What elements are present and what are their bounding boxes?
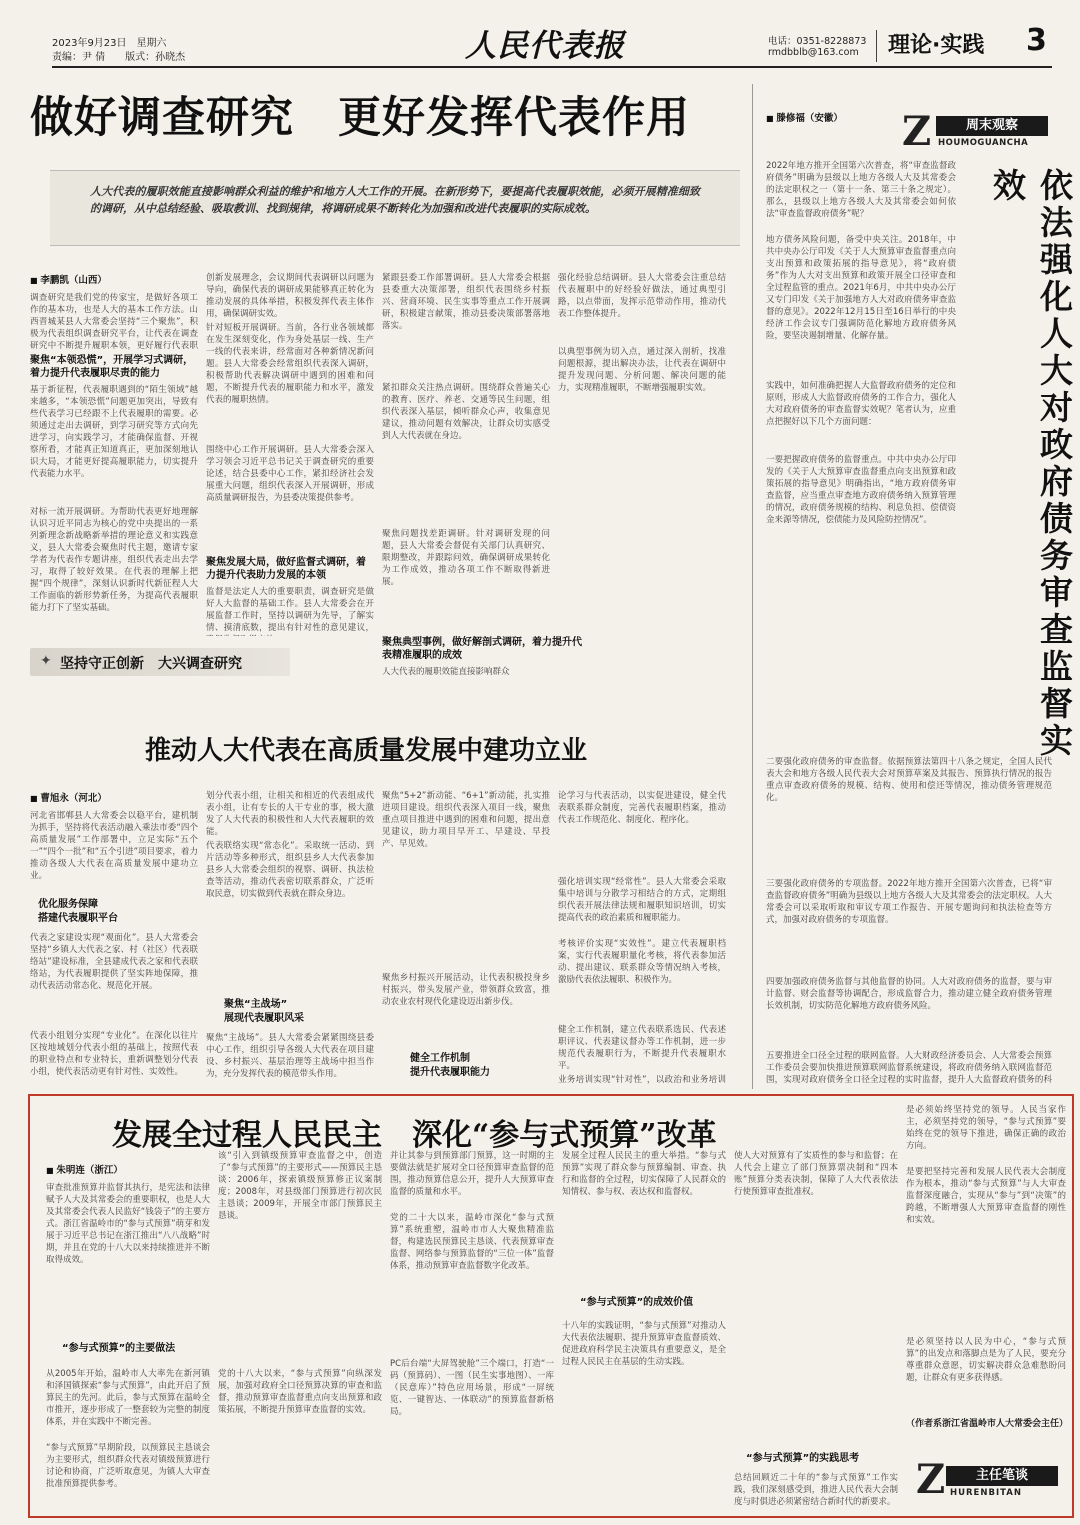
- sidebar-author: ■ 滕修福（安徽）: [766, 110, 843, 124]
- badge-cn: 主任笔谈: [946, 1466, 1058, 1486]
- article2-para: 代表联络实现“常态化”。采取统一活动、到片活动等多种形式，组织县乡人大代表参加县乡人大常委会组织的视察、调研、执法检查等活动，推动代表密切联系群众，广泛听取民意，切实做到代表就在群众身边。: [206, 841, 374, 899]
- article3-para: 使人大对预算有了实质性的参与和监督；在人代会上建立了部门预算票决制和“四本账”预算分类表决制，保障了人大代表依法行使预算审查批准权。: [734, 1151, 898, 1197]
- badge-z-letter: Z: [916, 1456, 946, 1503]
- article3-para: 是必须坚持以人民为中心，“参与式预算”的出发点和落脚点是为了人民，要充分尊重群众意愿，切实解决群众急难愁盼问题，让群众有更多获得感。: [906, 1337, 1066, 1383]
- page-number: 3: [1026, 23, 1047, 58]
- contact-email: rmdbblb@163.com: [768, 47, 859, 58]
- article1-para: 紧跟县委工作部署调研。县人大常委会根据县委重大决策部署，组织代表围绕乡村振兴、营商环境、民生实事等重点工作开展调研，积极建言献策，推动县委决策部署落地落实。: [382, 273, 550, 331]
- contact-phone: 电话：0351-8228873: [768, 36, 867, 47]
- article3-title: 发展全过程人民民主 深化“参与式预算”改革: [112, 1118, 717, 1153]
- sidebar-para: 2022年地方推开全国第六次普查，将“审查监督政府债务”明确为县级以上地方各级人大及其常委会的法定职权之一（第十一条、第三十条之规定）。那么，县级以上地方各级人大及其常委会如何依法“审查监督政府债务”呢？: [766, 161, 956, 219]
- editor-credits: 责编：尹 倩 版式：孙晓杰: [52, 52, 186, 63]
- badge-en: HURENBITAN: [950, 1488, 1022, 1498]
- article3-subhead: “参与式预算”的成效价值: [580, 1297, 694, 1308]
- article1-para: 创新发展理念，会议期间代表调研以问题为导向，确保代表的调研成果能够真正转化为推动发展的具体举措，积极发挥代表主体作用，确保调研实效。: [206, 273, 374, 319]
- article3-para: 发展全过程人民民主的重大举措。“参与式预算”实现了群众参与预算编制、审查、执行和监督的全过程，切实保障了人民群众的知情权、参与权、表达权和监督权。: [562, 1151, 726, 1197]
- article3-credit: （作者系浙江省温岭市人大常委会主任）: [906, 1419, 1069, 1429]
- article2-para: 代表小组划分实现“专业化”。在深化以往片区按地域划分代表小组的基础上，按照代表的职业特点和专业特长，重新调整划分代表小组，使代表活动更有针对性、实效性。: [30, 1031, 198, 1077]
- article2-subhead: 优化服务保障: [38, 899, 98, 910]
- article3-subhead: “参与式预算”的主要做法: [62, 1343, 176, 1354]
- sidebar-para: 二要强化政府债务的审查监督。依据预算法第四十八条之规定，全国人民代表大会和地方各级人民代表大会对预算草案及其报告、预算执行情况的报告重点审查政府债务的规模、结构、使用和偿还等情况，推动债务管理规范化。: [766, 757, 1052, 803]
- article1-lead: 人大代表的履职效能直接影响群众利益的维护和地方人大工作的开展。在新形势下，要提高代表履职效能，必须开展精准细致的调研，从中总结经验、吸取教训、找到规律，将调研成果不断转化为加强和改进代表履职的实际成效。: [90, 185, 700, 215]
- theme-banner: [30, 648, 290, 676]
- sidebar-para: 四要加强政府债务监督与其他监督的协同。人大对政府债务的监督，要与审计监督、财会监督等协调配合，形成监督合力，推动建立健全政府债务管理长效机制，切实防范化解地方政府债务风险。: [766, 977, 1052, 1011]
- article2-para: 业务培训实现“针对性”，以政治和业务培训: [558, 1075, 726, 1085]
- article1-author: ■ 李鹏凯（山西）: [30, 272, 107, 286]
- article2-subhead: 提升代表履职能力: [410, 1067, 490, 1078]
- article1-para: 聚焦问题找差距调研。针对调研发现的问题，县人大常委会督促有关部门认真研究、限期整改，并跟踪问效，确保调研成果转化为工作成效，推动各项工作不断取得新进展。: [382, 529, 550, 587]
- badge-cn: 周末观察: [936, 116, 1048, 136]
- sidebar-para: 一要把握政府债务的监督重点。中共中央办公厅印发的《关于人大预算审查监督重点向支出预算和政策拓展的指导意见》明确指出，“地方政府债务审查监督，应当重点审查地方政府债务纳入预算管理的情况，政府债务规模的结构、利息负担、偿债资金来源等情况，偿债能力及风险防控情况”。: [766, 455, 956, 525]
- article1-para: 针对短板开展调研。当前，各行业各领域都在发生深刻变化，作为身处基层一线、生产一线的代表来讲，经常面对各种新情况新问题。县人大常委会经常组织代表深入调研，积极帮助代表解决调研中遇到的困难和问题，不断提升代表的履职能力和水平，激发代表的履职热情。: [206, 323, 374, 405]
- article1-para: 强化经验总结调研。县人大常委会注重总结代表履职中的好经验好做法，通过典型引路，以点带面，发挥示范带动作用，推动代表工作整体提升。: [558, 273, 726, 319]
- article3-para: PC后台端“大屏驾驶舱”三个端口，打造“一码（预算码）、一图（民生实事地图）、一库（民意库）”特色应用场景，形成“一屏统览、一键智达、一体联动”的预算监督新格局。: [390, 1359, 554, 1417]
- article2-para: 聚焦“5+2”新动能、“6+1”新动能，扎实推进项目建设。组织代表深入项目一线，聚焦重点项目推进中遇到的困难和问题，提出意见建议，助力项目早开工、早建设、早投产、早见效。: [382, 791, 550, 849]
- article2-subhead: 展现代表履职风采: [224, 1013, 304, 1024]
- banner-star-icon: ✦: [40, 653, 52, 669]
- article2-subhead: 健全工作机制: [410, 1053, 470, 1064]
- article1-para: 对标一流开展调研。为帮助代表更好地理解认识习近平同志为核心的党中央提出的一系列新理念新战略新举措的理论意义和实践意义，县人大常委会聚焦时代主题，邀请专家学者为代表作专题讲座，组织代表走出去学习，取得了较好效果。在代表的理解上把握“四个规律”，深刻认识新时代新征程人大工作面临的新形势新任务，为提高代表履职能力打下了坚实基础。: [30, 507, 198, 613]
- sidebar-para: 三要强化政府债务的专项监督。2022年地方推开全国第六次普查，已将“审查监督政府债务”明确为县级以上地方各级人大及其常委会的法定职权。人大常委会可以采取听取和审议专项工作报告、开展专题询问和执法检查等方式，加强对政府债务的专项监督。: [766, 879, 1052, 925]
- article2-para: 论学习与代表活动，以实促进建设，健全代表联系群众制度，完善代表履职档案，推动代表工作规范化、制度化、程序化。: [558, 791, 726, 825]
- article2-para: 代表之家建设实现“观面化”。县人大常委会坚持“乡镇人大代表之家、村（社区）代表联络站”建设标准，全县建成代表之家和代表联络站，为代表履职提供了坚实阵地保障，推动代表活动常态化、规范化开展。: [30, 933, 198, 991]
- article2-para: 划分代表小组，让相关和相近的代表组成代表小组，让有专长的人干专业的事，极大激发了人大代表的积极性和人大代表履职的效能。: [206, 791, 374, 837]
- article1-subhead: 聚焦典型事例，做好解剖式调研，着力提升代表精准履职的成效: [382, 637, 582, 661]
- article1-para: 以典型事例为切入点，通过深入剖析，找准问题根源，提出解决办法，让代表在调研中提升发现问题、分析问题、解决问题的能力，实现精准履职，不断增强履职实效。: [558, 347, 726, 393]
- article1-lead-box: [50, 170, 740, 246]
- sidebar-para: 五要推进全口径全过程的联网监督。人大财政经济委员会、人大常委会预算工作委员会要加快推进预算联网监督系统建设，将政府债务纳入联网监督范围，实现对政府债务全口径全过程的实时监督，提升人大监督政府债务的科: [766, 1051, 1052, 1085]
- article3-para: 从2005年开始，温岭市人大率先在新河镇和泽国镇探索“参与式预算”，由此开启了预算民主的先河。此后，参与式预算在温岭全市推开，逐步形成了一整套较为完整的制度体系，并在实践中不断完善。: [46, 1369, 210, 1427]
- banner-text: 坚持守正创新 大兴调查研究: [60, 656, 242, 672]
- article3-para: 是必须始终坚持党的领导。人民当家作主，必须坚持党的领导，“参与式预算”要始终在党的领导下推进，确保正确的政治方向。: [906, 1105, 1066, 1151]
- header-separator-v: [876, 30, 877, 62]
- column-divider: [752, 84, 753, 1089]
- article3-para: “参与式预算”早期阶段，以预算民主恳谈会为主要形式，组织群众代表对镇级预算进行讨论和协商，广泛听取意见，为镇人大审查批准预算提供参考。: [46, 1443, 210, 1489]
- article2-para: 聚焦“主战场”。县人大常委会紧紧围绕县委中心工作，组织引导各级人大代表在项目建设、乡村振兴、基层治理等主战场中担当作为，充分发挥代表的模范带头作用。: [206, 1033, 374, 1079]
- article2-para: 聚焦乡村振兴开展活动，让代表积极投身乡村振兴，带头发展产业，带领群众致富，推动农业农村现代化建设迈出新步伐。: [382, 973, 550, 1007]
- article1-subhead: 聚焦发展大局，做好监督式调研，着力提升代表助力发展的本领: [206, 557, 366, 581]
- header-rule: [52, 66, 1052, 68]
- article2-author: ■ 曹旭永（河北）: [30, 790, 107, 804]
- article1-para: 监督是法定人大的重要职责，调查研究是做好人大监督的基础工作。县人大常委会在开展监督工作时，坚持以调研为先导，了解实情、摸清底数，提出有针对性的意见建议，: [206, 587, 374, 633]
- article1-para: 基于新征程，代表履职遇到的“陌生领域”越来越多，“本领恐慌”问题更加突出，导致有些代表学习已经跟不上代表履职的需要。必须通过走出去调研，到学习研究等方式向先进学习，向实践学习，才能确保监督、开视察所看，才能真正知道真正，更加深刻地认识大局，才能更好提高履职能力，切实提升代表能力水平。: [30, 385, 198, 479]
- article2-title: 推动人大代表在高质量发展中建功立业: [145, 736, 588, 766]
- issue-date: 2023年9月23日 星期六: [52, 38, 167, 49]
- article1-subhead: 聚焦“本领恐慌”，开展学习式调研，着力提升代表履职尽责的能力: [30, 355, 194, 379]
- article3-para: 党的二十大以来，温岭市深化“参与式预算”系统重塑，温岭市市人大聚焦精准监督，构建选民预算民主恳谈、代表预算审查监督、网络参与预算监督的“三位一体”监督体系，推动预算审查监督数字化改革。: [390, 1213, 554, 1271]
- article1-title: 做好调查研究 更好发挥代表作用: [30, 93, 690, 143]
- article3-para: 十八年的实践证明，“参与式预算”对推动人大代表依法履职、提升预算审查监督质效、促进政府科学民主决策具有重要意义，是全过程人民民主在基层的生动实践。: [562, 1321, 726, 1367]
- article1-para: 紧扣群众关注热点调研。围绕群众普遍关心的教育、医疗、养老、交通等民生问题，组织代表深入基层，倾听群众心声，收集意见建议，推动问题有效解决，让群众切实感受到人大代表就在身边。: [382, 383, 550, 441]
- sidebar-para: 实践中，如何准确把握人大监督政府债务的定位和原则，形成人大监督政府债务的工作合力，强化人大对政府债务的审查监督实效呢？笔者认为，应重点把握好以下几个方面问题：: [766, 381, 956, 427]
- article3-para: 党的十八大以来，“参与式预算”向纵深发展，加强对政府全口径预算决算的审查和监督，推动预算审查监督重点向支出预算和政策拓展，不断提升预算审查监督的实效。: [218, 1369, 382, 1415]
- page-header: [0, 0, 1080, 72]
- article2-para: 健全工作机制，建立代表联系选民、代表述职评议、代表建议督办等工作机制，进一步规范代表履职行为，不断提升代表履职水平。: [558, 1025, 726, 1071]
- article3-para: 该“引入到镇级预算审查监督之中，创造了“参与式预算”的主要形式——预算民主恳谈：2006年，探索镇级预算修正议案制度；2008年，对县级部门预算进行初次民主恳谈；2009年，开展全市部门预算民主恳谈。: [218, 1151, 382, 1221]
- article3-para: 是要把坚持完善和发展人民代表大会制度作为根本，推动“参与式预算”与人大审查监督深度融合，实现从“参与”到“决策”的跨越，不断增强人大预算审查监督的刚性和实效。: [906, 1167, 1066, 1225]
- article1-para: 调查研究是我们党的传家宝，是做好各项工作的基本功，也是人大的基本工作方法。山西晋城某县人大常委会坚持“三个聚焦”，积极为代表组织调查研究平台，让代表在调查研究中不断提升履职本领，更好履行代表职: [30, 293, 198, 351]
- badge-z-letter: Z: [902, 108, 932, 155]
- article3-para: 审查批准预算并监督其执行，是宪法和法律赋予人大及其常委会的重要职权，也是人大及其常委会代表人民监好“钱袋子”的主要方式。浙江省温岭市的“参与式预算”萌芽和发展于习近平总书记在浙江推出“八八战略”时期，并且在党的十八大以来持续推进并不断取得成效。: [46, 1183, 210, 1265]
- section-name: 理论·实践: [888, 33, 985, 58]
- article3-para: 并让其参与到预算部门预算，这一时期的主要做法就是扩展对全口径预算审查监督的范围，推动预算信息公开，提升人大预算审查监督的质量和水平。: [390, 1151, 554, 1197]
- article2-para: 考核评价实现“实效性”。建立代表履职档案，实行代表履职量化考核，将代表参加活动、提出建议、联系群众等情况纳入考核，激励代表依法履职、积极作为。: [558, 939, 726, 985]
- article3-subhead: “参与式预算”的实践思考: [746, 1453, 860, 1464]
- article3-author: ■ 朱明连（浙江）: [46, 1162, 123, 1176]
- article1-para: 围绕中心工作开展调研。县人大常委会深入学习领会习近平总书记关于调查研究的重要论述，结合县委中心工作，紧扣经济社会发展重大问题，组织代表深入开展调研，形成高质量调研报告，为县委决策提供参考。: [206, 445, 374, 503]
- sidebar-badge: [902, 108, 1052, 155]
- article3-para: 总结回顾近二十年的“参与式预算”工作实践，我们深刻感受到，推进人民代表大会制度与时俱进必须紧密结合新时代的新要求。: [734, 1473, 898, 1507]
- article2-subhead: 聚焦“主战场”: [224, 999, 288, 1010]
- article2-para: 河北省邯郸县人大常委会以稳平台，建机制为抓手，坚持将代表活动融入乘法市委“四个高质量发展”工作部署中，立足实际“五个一”“四个一批”和“五个引进”项目要求，着力推动各级人大代表在高质量发展中建功立业。: [30, 811, 198, 881]
- article2-para: 强化培训实现“经常性”。县人大常委会采取集中培训与分散学习相结合的方式，定期组织代表开展法律法规和履职知识培训，切实提高代表的政治素质和履职能力。: [558, 877, 726, 923]
- badge-en: HOUMOGUANCHA: [938, 138, 1029, 148]
- masthead-logo: 人民代表报: [465, 28, 625, 64]
- article3-badge: [916, 1456, 1066, 1504]
- sidebar-para: 地方债务风险问题，备受中央关注。2018年，中共中央办公厅印发《关于人大预算审查监督重点向支出预算和政策拓展的指导意见》，将“政府债务”作为人大对支出预算和政策开展全口径审查和全过程监管的重点。2021年6月，中共中央办公厅又专门印发《关于加强地方人大对政府债务审查监督的意见》。2022年12月15日至16日举行的中央经济工作会议专门强调防范化解地方政府债务风险，要坚决遏制增量、化解存量。: [766, 235, 956, 341]
- article2-subhead: 搭建代表履职平台: [38, 913, 118, 924]
- sidebar-title: 依法强化人大对政府债务审查监督实效: [988, 168, 1074, 760]
- article1-tail: 人大代表的履职效能直接影响群众: [382, 667, 510, 677]
